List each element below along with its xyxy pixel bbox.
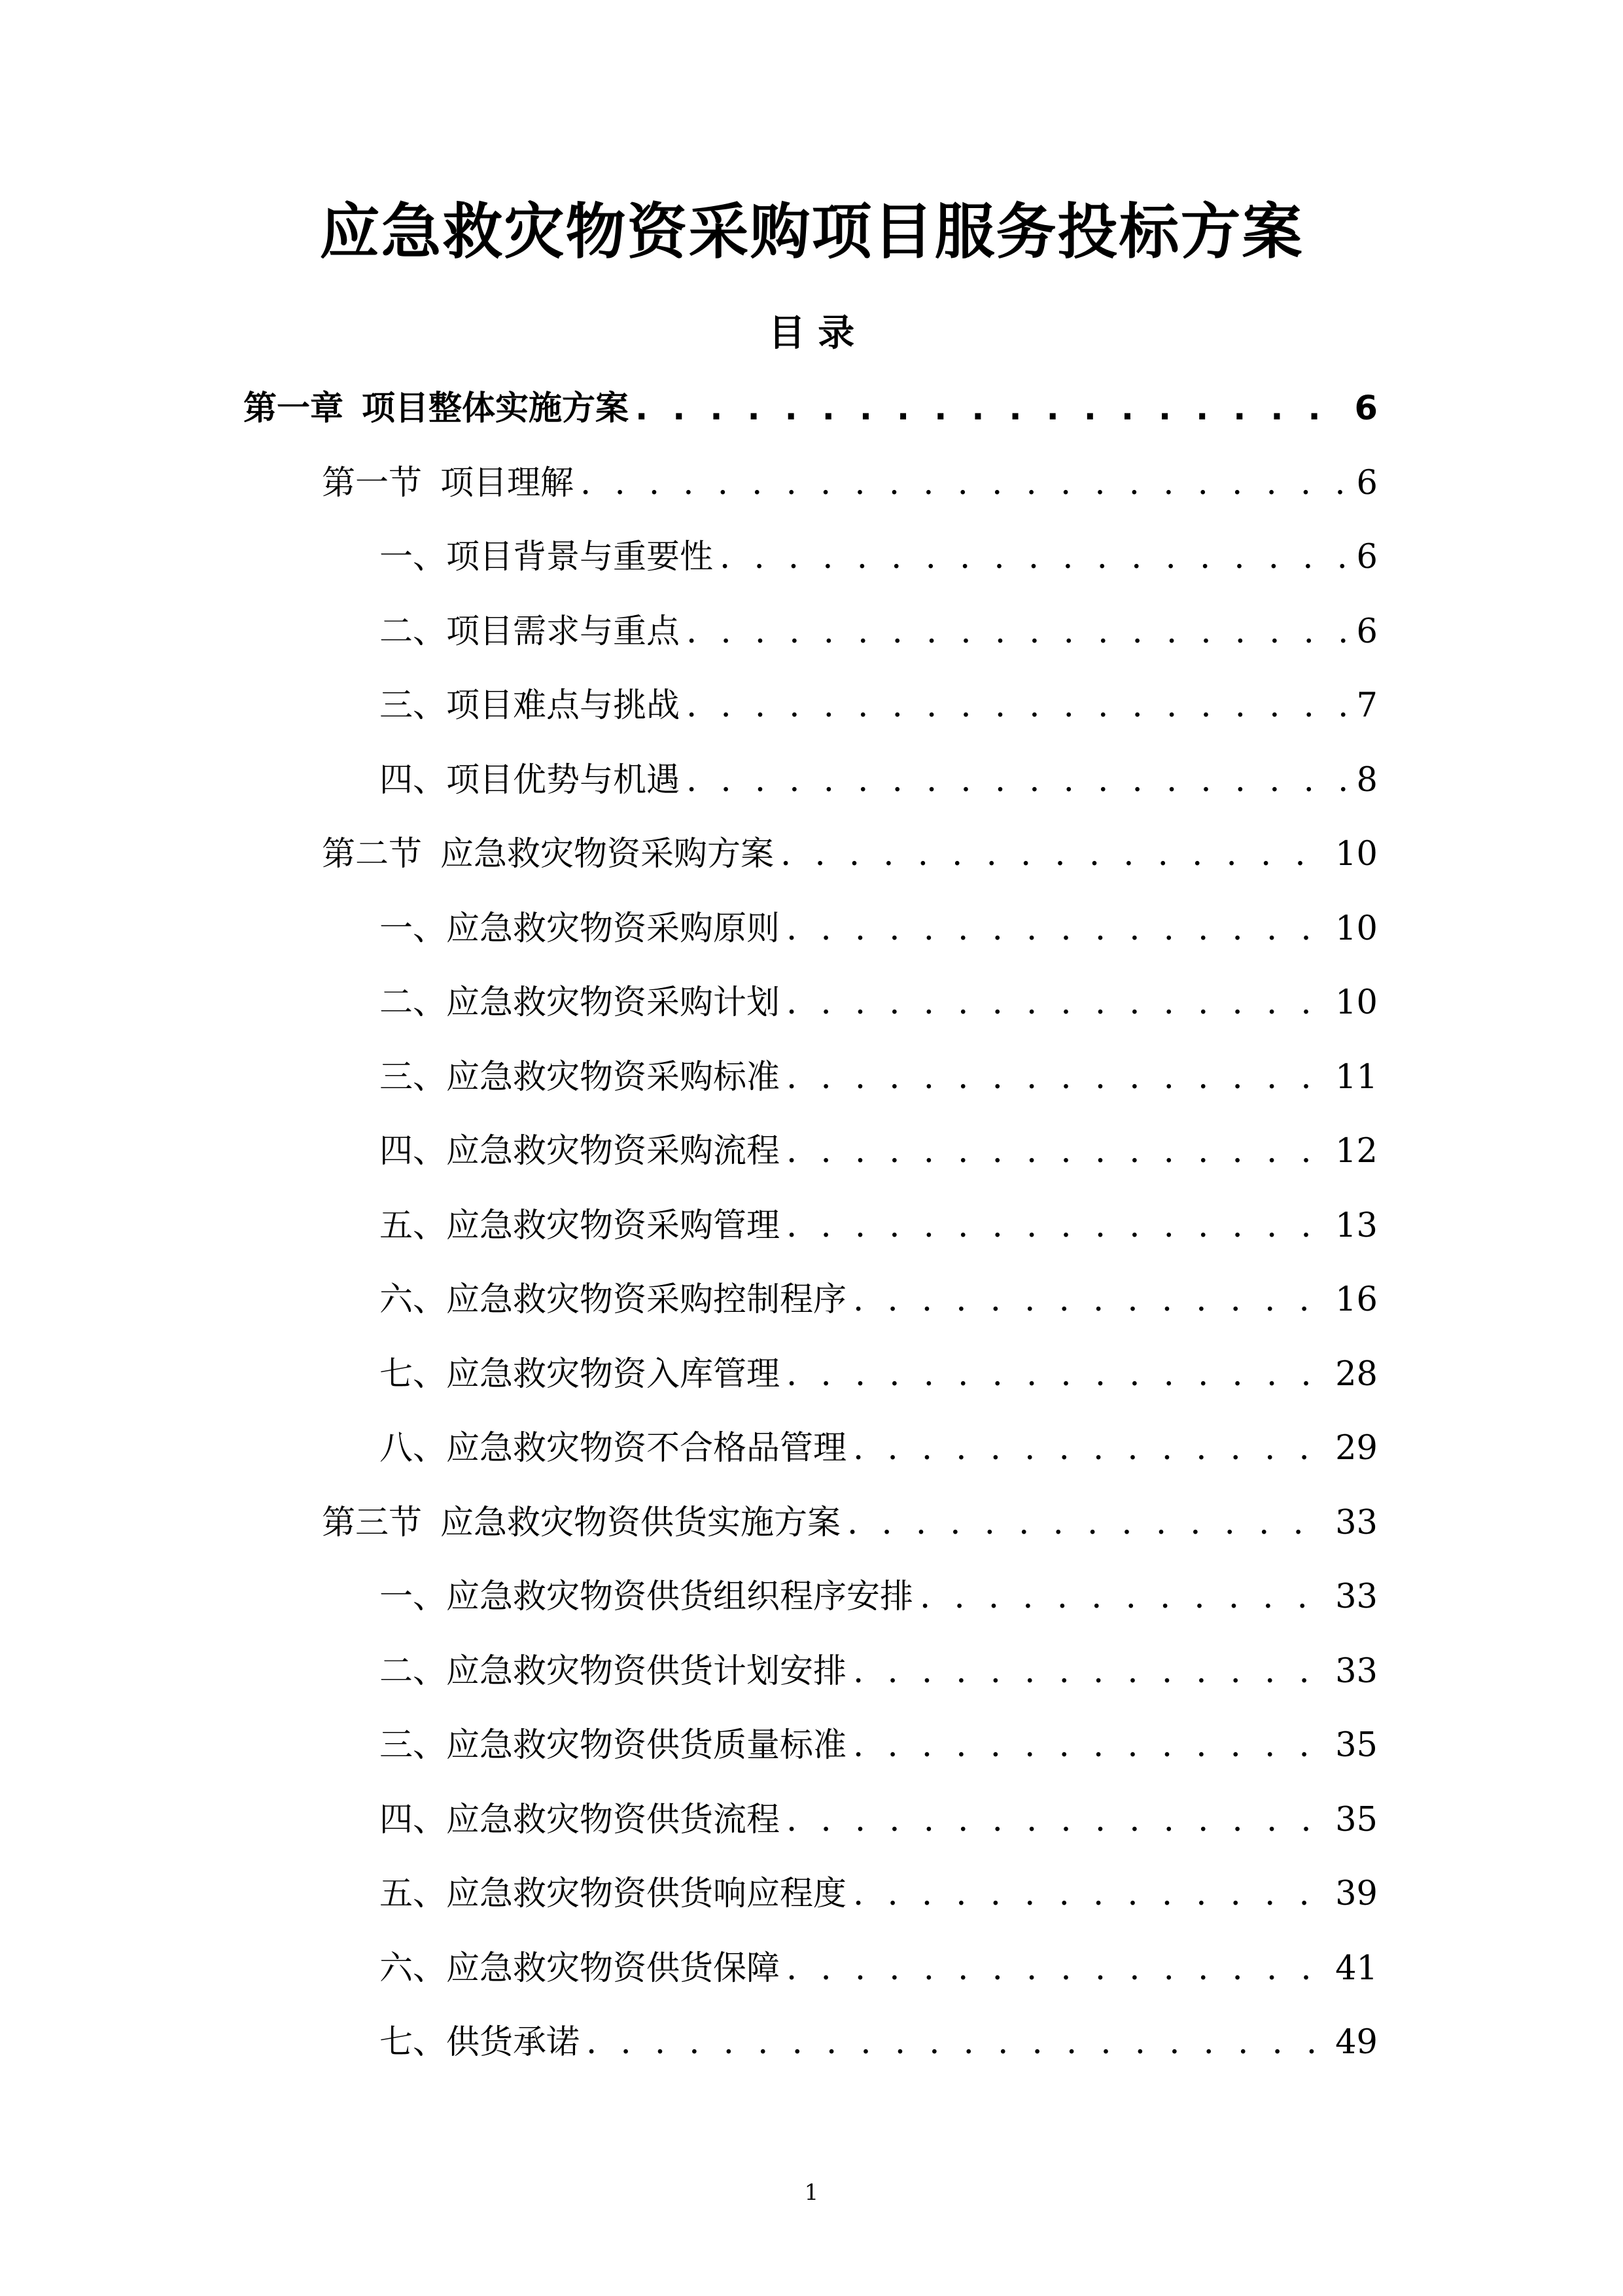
toc-entry[interactable] xyxy=(243,383,1378,435)
toc-leader-dots xyxy=(680,754,1348,807)
toc-entry-label: 应急救灾物资采购标准 xyxy=(446,1057,780,1097)
toc-entry[interactable] xyxy=(322,457,1378,510)
toc-entry[interactable] xyxy=(379,606,1378,658)
toc-heading: 目 录 xyxy=(768,312,855,355)
toc-leader-dots xyxy=(846,1868,1326,1920)
toc-entry-number: 六、 xyxy=(379,1280,447,1319)
toc-leader-dots xyxy=(841,1497,1326,1549)
toc-entry-label: 项目背景与重要性 xyxy=(446,538,714,576)
toc-entry-number: 五、 xyxy=(379,1206,447,1245)
toc-entry-number: 第三节 xyxy=(322,1503,423,1542)
toc-entry-number: 三、 xyxy=(379,1726,447,1765)
toc-entry-page: 13 xyxy=(1335,1206,1378,1245)
toc-entry-label: 应急救灾物资入库管理 xyxy=(446,1354,780,1394)
toc-entry-label: 应急救灾物资供货流程 xyxy=(446,1800,780,1839)
toc-entry-label: 应急救灾物资采购计划 xyxy=(446,983,780,1022)
toc-entry-page: 41 xyxy=(1335,1949,1378,1988)
toc-entry-label: 项目难点与挑战 xyxy=(446,686,680,725)
toc-entry[interactable] xyxy=(379,1051,1378,1104)
toc-entry-page: 33 xyxy=(1335,1503,1378,1542)
toc-entry-number: 第二节 xyxy=(322,835,423,874)
toc-leader-dots xyxy=(780,1943,1326,1995)
toc-entry[interactable] xyxy=(379,1646,1378,1698)
toc-entry[interactable] xyxy=(379,680,1378,732)
toc-entry-page: 10 xyxy=(1335,909,1378,948)
toc-entry-number: 二、 xyxy=(379,1651,447,1691)
toc-entry[interactable] xyxy=(379,1868,1378,1920)
toc-entry[interactable] xyxy=(322,1497,1378,1549)
toc-leader-dots xyxy=(680,680,1348,732)
toc-entry-label: 应急救灾物资供货组织程序安排 xyxy=(446,1578,914,1616)
toc-entry-page: 29 xyxy=(1335,1429,1378,1468)
toc-entry-label: 应急救灾物资供货质量标准 xyxy=(446,1726,847,1765)
toc-entry-number: 第一节 xyxy=(322,463,423,503)
toc-entry[interactable] xyxy=(379,1349,1378,1401)
toc-entry-number: 四、 xyxy=(379,1800,447,1839)
toc-entry[interactable] xyxy=(379,977,1378,1029)
toc-entry-page: 33 xyxy=(1335,1578,1378,1616)
toc-leader-dots xyxy=(846,1646,1326,1698)
toc-entry-number: 一、 xyxy=(379,909,447,948)
toc-leader-dots xyxy=(780,1349,1326,1401)
toc-entry-label: 应急救灾物资供货实施方案 xyxy=(440,1503,841,1542)
toc-entry-label: 应急救灾物资采购流程 xyxy=(446,1132,780,1171)
toc-entry-page: 6 xyxy=(1356,538,1378,576)
toc-entry-page: 6 xyxy=(1356,612,1378,651)
toc-entry-page: 35 xyxy=(1335,1726,1378,1765)
toc-entry-number: 六、 xyxy=(379,1949,447,1988)
toc-entry-label: 应急救灾物资供货计划安排 xyxy=(446,1651,847,1691)
toc-entry-page: 10 xyxy=(1335,983,1378,1022)
toc-leader-dots xyxy=(780,1051,1326,1104)
toc-entry[interactable] xyxy=(379,1200,1378,1252)
toc-entry-number: 七、 xyxy=(379,1354,447,1394)
toc-entry-page: 10 xyxy=(1335,835,1378,874)
toc-entry[interactable] xyxy=(379,903,1378,955)
toc-entry-page: 8 xyxy=(1356,760,1378,800)
toc-entry-label: 应急救灾物资采购方案 xyxy=(440,835,775,874)
toc-entry[interactable] xyxy=(379,1422,1378,1475)
toc-entry-page: 6 xyxy=(1356,463,1378,503)
page-number: 1 xyxy=(804,2180,819,2206)
toc-leader-dots xyxy=(913,1571,1326,1623)
toc-entry[interactable] xyxy=(379,754,1378,807)
toc-entry-page: 28 xyxy=(1335,1354,1378,1394)
toc-entry-number: 一、 xyxy=(379,538,447,576)
toc-leader-dots xyxy=(846,1274,1326,1326)
toc-entry-label: 项目需求与重点 xyxy=(446,612,680,651)
toc-entry-number: 四、 xyxy=(379,1132,447,1171)
toc-entry-number: 五、 xyxy=(379,1875,447,1913)
toc-leader-dots xyxy=(574,457,1348,510)
toc-leader-dots xyxy=(680,606,1348,658)
toc-entry-number: 七、 xyxy=(379,2023,447,2062)
toc-entry-number: 三、 xyxy=(379,1057,447,1097)
toc-leader-dots xyxy=(780,977,1326,1029)
toc-entry[interactable] xyxy=(379,2017,1378,2069)
toc-entry-label: 应急救灾物资供货保障 xyxy=(446,1949,780,1988)
toc-entry[interactable] xyxy=(379,1274,1378,1326)
toc-entry-page: 16 xyxy=(1335,1280,1378,1319)
toc-leader-dots xyxy=(580,2017,1326,2069)
toc-entry[interactable] xyxy=(379,1571,1378,1623)
toc-entry-number: 三、 xyxy=(379,686,447,725)
toc-entry-label: 应急救灾物资供货响应程度 xyxy=(446,1875,847,1913)
toc-entry[interactable] xyxy=(379,1720,1378,1772)
toc-entry-label: 应急救灾物资采购控制程序 xyxy=(446,1280,847,1319)
toc-leader-dots xyxy=(780,1794,1326,1846)
toc-leader-dots xyxy=(774,828,1326,881)
toc-entry-label: 项目优势与机遇 xyxy=(446,760,680,800)
toc-entry-label: 应急救灾物资不合格品管理 xyxy=(446,1429,847,1468)
toc-entry[interactable] xyxy=(379,1943,1378,1995)
toc-entry[interactable] xyxy=(322,828,1378,881)
toc-entry-label: 供货承诺 xyxy=(446,2023,580,2062)
toc-entry-label: 应急救灾物资采购管理 xyxy=(446,1206,780,1245)
toc-entry-page: 11 xyxy=(1335,1057,1378,1097)
toc-entry-number: 四、 xyxy=(379,760,447,800)
toc-leader-dots xyxy=(846,1422,1326,1475)
toc-entry-number: 第一章 xyxy=(243,389,344,428)
toc-entry[interactable] xyxy=(379,1794,1378,1846)
toc-entry-page: 49 xyxy=(1335,2023,1378,2062)
toc-entry-page: 6 xyxy=(1354,389,1378,428)
toc-leader-dots xyxy=(780,1125,1326,1178)
toc-entry-number: 一、 xyxy=(379,1578,447,1616)
toc-entry-label: 项目理解 xyxy=(440,463,574,503)
toc-entry-page: 35 xyxy=(1335,1800,1378,1839)
document-title: 应急救灾物资采购项目服务投标方案 xyxy=(319,197,1304,267)
toc-leader-dots xyxy=(629,383,1345,435)
toc-entry-label: 项目整体实施方案 xyxy=(362,389,629,428)
toc-leader-dots xyxy=(713,531,1348,584)
toc-entry[interactable] xyxy=(379,1125,1378,1178)
toc-entry-number: 二、 xyxy=(379,983,447,1022)
toc-entry-label: 应急救灾物资采购原则 xyxy=(446,909,780,948)
toc-entry-page: 12 xyxy=(1335,1132,1378,1171)
toc-leader-dots xyxy=(780,1200,1326,1252)
toc-entry-page: 39 xyxy=(1335,1875,1378,1913)
toc-entry[interactable] xyxy=(379,531,1378,584)
toc-entry-number: 二、 xyxy=(379,612,447,651)
toc-entry-page: 33 xyxy=(1335,1651,1378,1691)
toc-entry-number: 八、 xyxy=(379,1429,447,1468)
toc-entry-page: 7 xyxy=(1356,686,1378,725)
toc-leader-dots xyxy=(780,903,1326,955)
toc-leader-dots xyxy=(846,1720,1326,1772)
